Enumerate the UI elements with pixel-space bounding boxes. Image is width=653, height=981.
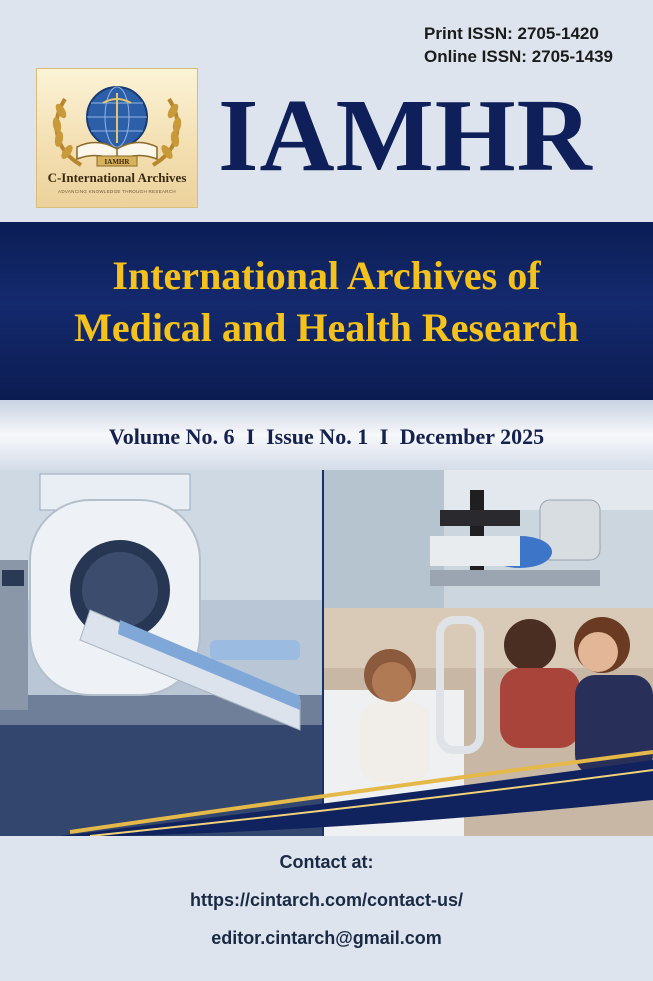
contact-label: Contact at: [279, 852, 374, 872]
contact-email-link[interactable]: editor.cintarch@gmail.com [211, 928, 442, 948]
logo-emblem-icon [37, 69, 197, 207]
contact-block [0, 850, 653, 950]
issue-info [0, 424, 653, 450]
issue-separator: I [246, 424, 255, 449]
print-issn: Print ISSN: 2705-1420 [424, 24, 599, 43]
issn-block [424, 22, 613, 68]
logo-tagline: ADVANCING KNOWLEDGE THROUGH RESEARCH [58, 189, 176, 194]
contact-url-link[interactable]: https://cintarch.com/contact-us/ [189, 890, 464, 910]
journal-title [0, 250, 653, 354]
ct-scanner-photo [0, 470, 322, 836]
logo-name: C-International Archives [47, 170, 187, 185]
journal-acronym: IAMHR [218, 78, 593, 193]
journal-title-line-2: Medical and Health Research [74, 305, 579, 350]
volume-number: Volume No. 6 [108, 424, 235, 449]
publisher-logo [36, 68, 198, 208]
logo-banner-text: IAMHR [104, 158, 130, 166]
lab-microscope-photo [324, 470, 653, 608]
issue-number: Issue No. 1 [266, 424, 369, 449]
journal-title-line-1: International Archives of [112, 253, 541, 298]
issue-separator: I [379, 424, 389, 449]
photo-collage [0, 470, 653, 836]
online-issn: Online ISSN: 2705-1439 [424, 47, 613, 66]
issue-date: December 2025 [399, 424, 545, 449]
